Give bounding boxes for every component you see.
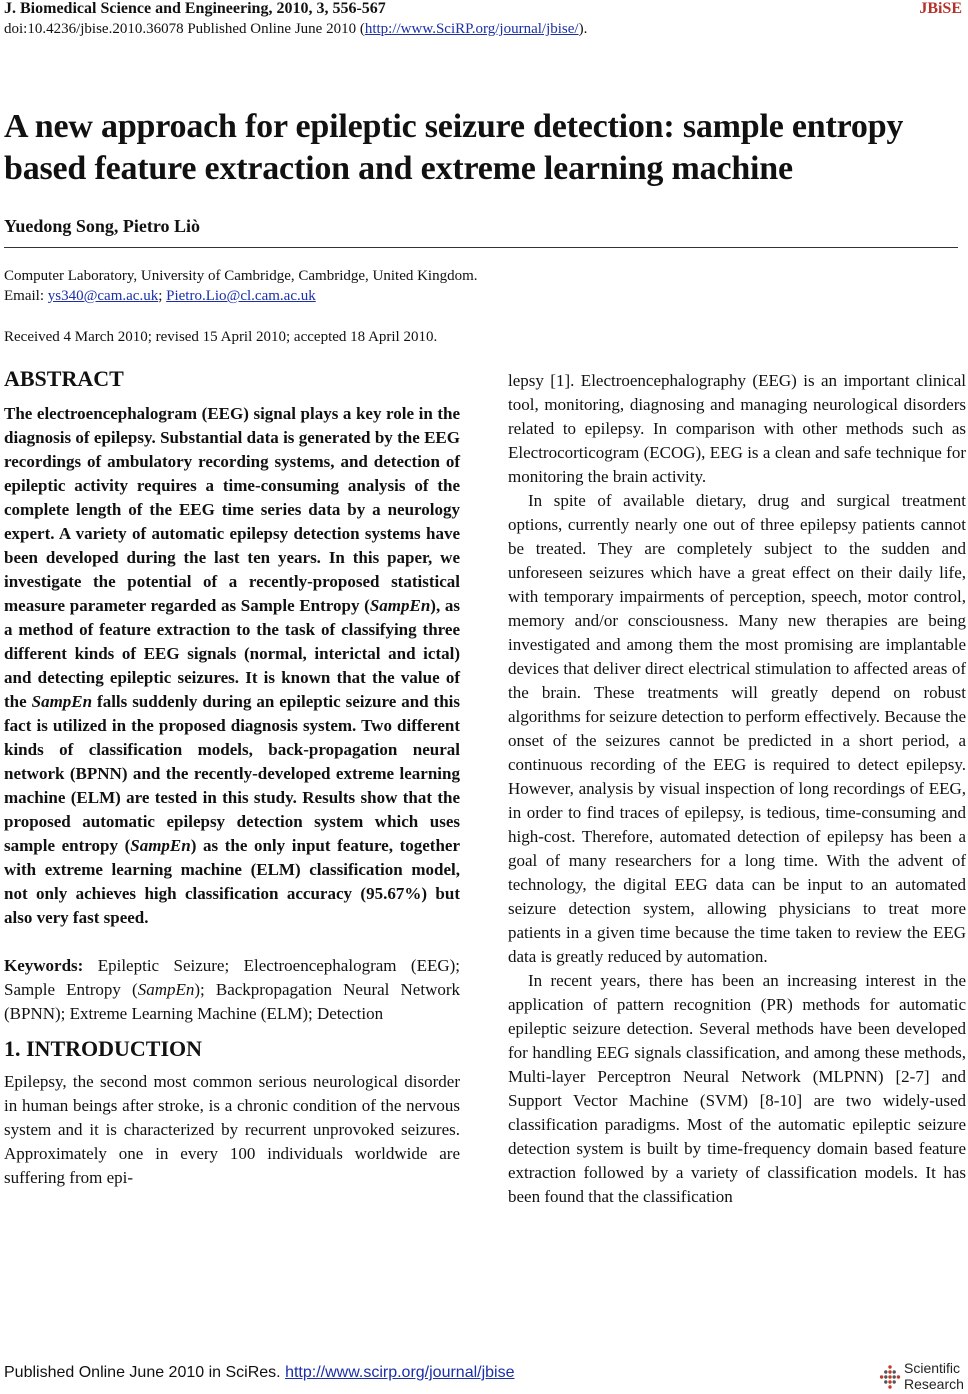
- logo-dot: [897, 1375, 900, 1378]
- left-column: [4, 364, 460, 1190]
- footer-text: Published Online June 2010 in SciRes.: [4, 1364, 286, 1381]
- logo-dot: [893, 1370, 896, 1373]
- abstract-text-3: falls suddenly during an epileptic seizure and this fact is utilized in the proposed diagnosis system. Two different kinds of classification models, back-propagation neural network (BPNN) and the recently-developed extreme learning machine (ELM) are tested in this study. Results show that the proposed automatic epilepsy detection system which uses sample entropy (: [4, 692, 461, 855]
- doi-prefix: doi:10.4236/jbise.2010.36078 Published Online June 2010 (: [4, 21, 365, 37]
- logo-dot: [893, 1380, 896, 1383]
- sampen-term: SampEn: [31, 692, 93, 711]
- logo-dot: [884, 1370, 887, 1373]
- logo-dot: [888, 1380, 891, 1383]
- abstract-text-4: ) as the only input feature, together with extreme learning machine (ELM) classification model, not only achieves high classification accuracy (95.67%) but also very fast speed.: [4, 836, 460, 927]
- email-separator: ;: [158, 288, 167, 304]
- intro-paragraph-1-continued: lepsy [1]. Electroencephalography (EEG) is an important clinical tool, monitoring, diagnosing and managing neurological disorders related to epilepsy. In comparison with other methods such as Electrocorticogram (ECOG), EEG is a clean and safe technique for monitoring the brain activity.: [508, 371, 966, 486]
- sampen-term: SampEn: [137, 980, 195, 999]
- logo-dot: [884, 1380, 887, 1383]
- keywords-text-2: ); Backpropagation Neural Network (BPNN); Extreme Learning Machine (ELM); Detection: [4, 980, 461, 1023]
- logo-dot: [888, 1375, 891, 1378]
- keywords: [4, 954, 460, 1026]
- sampen-term: SampEn: [369, 596, 431, 615]
- journal-url-link[interactable]: http://www.SciRP.org/journal/jbise/: [364, 21, 579, 37]
- right-column: [508, 369, 966, 1209]
- intro-paragraph-1: Epilepsy, the second most common serious neurological disorder in human beings after stroke, is a chronic condition of the nervous system and it is characterized by recurrent unprovoked seizures. Approximately one in every 100 individuals worldwide are suffering from epi-: [4, 1072, 460, 1187]
- email-link-song[interactable]: ys340@cam.ac.uk: [47, 288, 159, 304]
- abstract-body: [4, 402, 460, 930]
- received-dates: Received 4 March 2010; revised 15 April 2010; accepted 18 April 2010.: [4, 329, 438, 345]
- logo-text-line-2: Research: [904, 1376, 964, 1392]
- abstract-text-1: The electroencephalogram (EEG) signal plays a key role in the diagnosis of epilepsy. Substantial data is generated by the EEG recordings of ambulatory recording systems, and detection of epileptic activity requires a time-consuming analysis of the complete length of the EEG time series data by a neurology expert. A variety of automatic epilepsy detection systems have been developed during the last ten years. In this paper, we investigate the potential of a recently-proposed statistical measure parameter regarded as Sample Entropy (: [4, 404, 460, 615]
- scientific-research-logo: [878, 1360, 964, 1394]
- logo-dot: [888, 1370, 891, 1373]
- logo-dot: [888, 1365, 891, 1368]
- title-divider: [4, 247, 958, 248]
- doi-line: [4, 20, 587, 38]
- paper-title: A new approach for epileptic seizure detection: sample entropy based feature extraction and extreme learning machine: [4, 108, 904, 187]
- logo-text-line-1: Scientific: [904, 1360, 961, 1376]
- keywords-label: Keywords:: [4, 956, 84, 975]
- abstract-text-2: ), as a method of feature extraction to the task of classifying three different kinds of EEG signals (normal, interictal and ictal) and detecting epileptic seizures. It is known that the value of the: [4, 596, 460, 711]
- email-link-lio[interactable]: Pietro.Lio@cl.cam.ac.uk: [166, 288, 316, 304]
- journal-citation: J. Biomedical Science and Engineering, 2010, 3, 556-567: [4, 0, 386, 17]
- doi-suffix: ).: [578, 21, 588, 37]
- affiliation: Computer Laboratory, University of Cambridge, Cambridge, United Kingdom.: [4, 268, 478, 284]
- logo-dot: [888, 1385, 891, 1388]
- keywords-text-1: Epileptic Seizure; Electroencephalogram (EEG); Sample Entropy (: [4, 956, 460, 999]
- logo-dot: [893, 1375, 896, 1378]
- logo-dot: [884, 1375, 887, 1378]
- logo-dot: [880, 1375, 883, 1378]
- email-line: [4, 286, 316, 306]
- footer-journal-link[interactable]: http://www.scirp.org/journal/jbise: [285, 1364, 515, 1381]
- journal-brand: JBiSE: [919, 0, 962, 17]
- paper-authors: Yuedong Song, Pietro Liò: [4, 216, 201, 236]
- email-label: Email:: [4, 288, 48, 304]
- introduction-heading: 1. INTRODUCTION: [4, 1036, 203, 1061]
- intro-paragraph-3: In recent years, there has been an increasing interest in the application of pattern recognition (PR) methods for automatic epileptic seizure detection. Several methods have been developed for handling EEG signals classification, and among these methods, Multi-layer Perceptron Neural Network (MLPNN) [2-7] and Support Vector Machine (SVM) [8-10] are two widely-used classification paradigms. Most of the automatic epileptic seizure detection system is built by time-frequency domain based feature extraction followed by a variety of classification models. It has been found that the classification: [508, 971, 966, 1206]
- abstract-heading: ABSTRACT: [4, 366, 124, 391]
- footer-publication-note: [4, 1363, 515, 1383]
- sampen-term: SampEn: [130, 836, 191, 855]
- scientific-research-logo-icon: [878, 1362, 902, 1392]
- intro-paragraph-2: In spite of available dietary, drug and surgical treatment options, currently nearly one out of three epilepsy patients cannot be treated. They are completely subject to the sudden and unforeseen seizures which have a great effect on their daily life, with temporary impairments of perception, speech, motor control, memory and/or consciousness. Many new therapies are being investigated and among them the most promising are implantable devices that deliver direct electrical stimulation to affected areas of the brain. These treatments will greatly depend on robust algorithms for seizure detection to perform effectively. Because the onset of the seizures cannot be predicted in a short period, a continuous recording of the EEG is required to detect epilepsy. However, analysis by visual inspection of long recordings of EEG, in order to find traces of epilepsy, is tedious, time-consuming and high-cost. Therefore, automated detection of epilepsy has been a goal of many researchers for a long time. With the advent of technology, the digital EEG data can be input to an automated seizure detection system, allowing physicians to treat more patients in a given time because the time taken to review the EEG data is greatly reduced by automation.: [508, 491, 966, 966]
